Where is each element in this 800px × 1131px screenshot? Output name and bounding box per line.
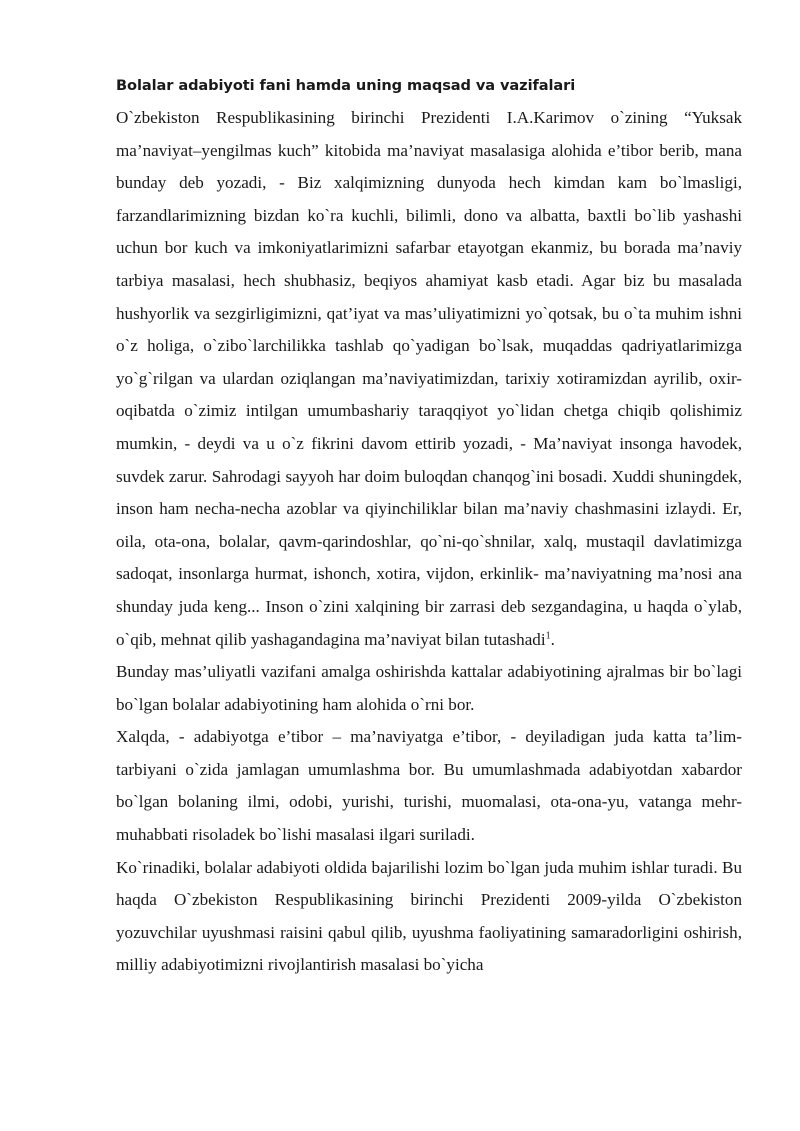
paragraph-1-text: O`zbekiston Respublikasining birinchi Prezidenti I.A.Karimov o`zining “Yuksak ma’naviyat–yengilmas kuch” kitobida ma’naviyat masalasiga alohida e’tibor berib, mana bunday deb yozadi, - Biz xalqimizning dunyoda hech kimdan kam bo`lmasligi, farzandlarimizning bizdan ko`ra kuchli, bilimli, dono va albatta, baxtli bo`lib yashashi uchun bor kuch va imkoniyatlarimizni safarbar etayotgan ekanmiz, bu borada ma’naviy tarbiya masalasi, hech shubhasiz, beqiyos ahamiyat kasb etadi. Agar biz bu masalada hushyorlik va sezgirligimizni, qat’iyat va mas’uliyatimizni yo`qotsak, bu o`ta muhim ishni o`z holiga, o`zibo`larchilikka tashlab qo`yadigan bo`lsak, muqaddas qadriyatlarimizga yo`g`rilgan va ulardan oziqlangan ma’naviyatimizdan, tarixiy xotiramizdan ayrilib, oxir-oqibatda o`zimiz intilgan umumbashariy taraqqiyot yo`lidan chetga chiqib qolishimiz mumkin, - deydi va u o`z fikrini davom ettirib yozadi, - Ma’naviyat insonga havodek, suvdek zarur. Sahrodagi sayyoh har doim buloqdan chanqog`ini bosadi. Xuddi shuningdek, inson ham necha-necha azoblar va qiyinchiliklar bilan ma’naviy chashmasini izlaydi. Er, oila, ota-ona, bolalar, qavm-qarindoshlar, qo`ni-qo`shnilar, xalq, mustaqil davlatimizga sadoqat, insonlarga hurmat, ishonch, xotira, vijdon, erkinlik- ma’naviyatning ma’nosi ana shunday juda keng... Inson o`zini xalqining bir zarrasi deb sezgandagina, u haqda o`ylab, o`qib, mehnat qilib yashagandagina ma’naviyat bilan tutashadi <box>116 108 742 649</box>
paragraph-4: Ko`rinadiki, bolalar adabiyoti oldida bajarilishi lozim bo`lgan juda muhim ishlar turadi. Bu haqda O`zbekiston Respublikasining birinchi Prezidenti 2009-yilda O`zbekiston yozuvchilar uyushmasi raisini qabul qilib, uyushma faoliyatining samaradorligini oshirish, milliy adabiyotimizni rivojlantirish masalasi bo`yicha <box>116 857 742 975</box>
paragraph-1-end: . <box>550 629 555 649</box>
paragraph-1 <box>116 102 742 656</box>
footnote-reference[interactable]: 1 <box>545 629 551 641</box>
paragraph-3: Xalqda, - adabiyotga e’tibor – ma’naviyatga e’tibor, - deyiladigan juda katta ta’lim-tarbiyani o`zida jamlagan umumlashma bor. Bu umumlashmada adabiyotdan xabardor bo`lgan bolaning ilmi, odobi, yurishi, turishi, muomalasi, ota-ona-yu, vatanga mehr-muhabbati risoladek bo`lishi masalasi ilgari suriladi. <box>116 727 742 845</box>
document-body <box>116 76 742 982</box>
document-title: Bolalar adabiyoti fani hamda uning maqsad va vazifalari <box>116 77 576 94</box>
paragraph-2: Bunday mas’uliyatli vazifani amalga oshirishda kattalar adabiyotining ajralmas bir bo`lagi bo`lgan bolalar adabiyotining ham alohida o`rni bor. <box>116 662 742 714</box>
